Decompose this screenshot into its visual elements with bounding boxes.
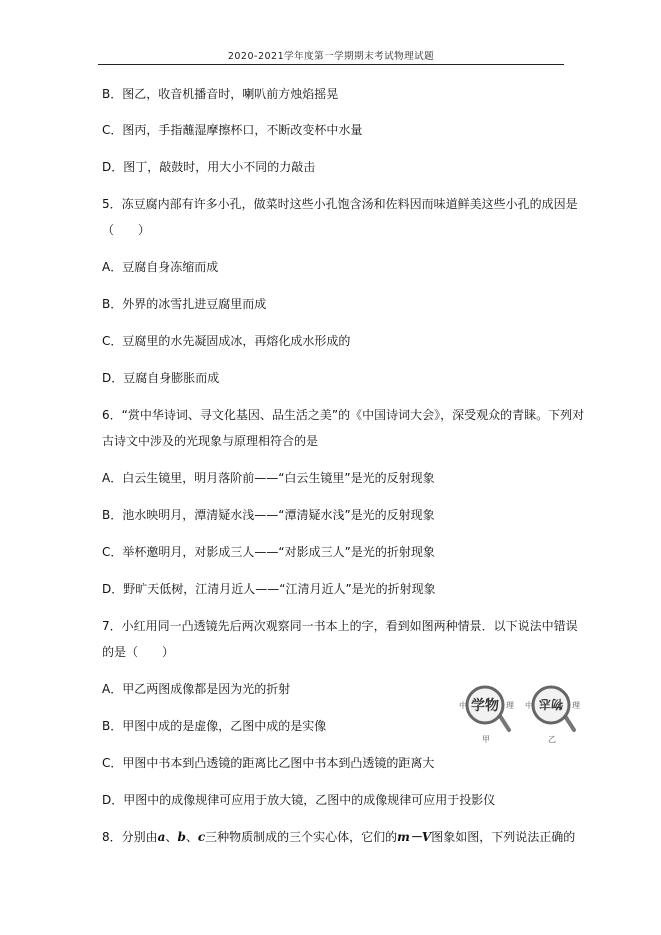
magnifier-svg bbox=[455, 684, 590, 746]
magnifier-left-big-text: 学物 bbox=[471, 698, 499, 714]
question-6-stem: 6．“赏中华诗词、寻文化基因、品生活之美”的《中国诗词大会》，深受观众的青睐。下列对 bbox=[102, 408, 585, 422]
option-7a: A．甲乙两图成像都是因为光的折射 bbox=[102, 682, 291, 696]
option-4c: C．图丙，手指蘸湿摩擦杯口，不断改变杯中水量 bbox=[102, 123, 363, 137]
question-6-stem-cont: 古诗文中涉及的光现象与原理相符合的是 bbox=[102, 434, 319, 448]
magnifier-left-handle bbox=[500, 716, 509, 730]
question-5-bracket: （ ） bbox=[102, 223, 151, 237]
option-7d: D．甲图中的成像规律可应用于放大镜，乙图中的成像规律可应用于投影仪 bbox=[102, 793, 496, 807]
q8-symbol-b: b bbox=[177, 830, 186, 844]
magnifier-left-small-right: 理 bbox=[506, 701, 514, 710]
page-header: 2020-2021学年度第一学期期末考试物理试题 bbox=[227, 51, 435, 62]
option-5c: C．豆腐里的水先凝固成冰，再熔化成水形成的 bbox=[102, 334, 351, 348]
q8-sep-1: 、 bbox=[165, 830, 178, 844]
option-5a: A．豆腐自身冻缩而成 bbox=[102, 260, 219, 274]
magnifier-right-small-right: 理 bbox=[572, 701, 580, 710]
magnifier-right-big-text: 物志 bbox=[538, 697, 564, 711]
magnifier-right-handle bbox=[565, 716, 574, 730]
q8-sep-2: 、 bbox=[185, 830, 198, 844]
option-5d: D．豆腐自身膨胀而成 bbox=[102, 371, 220, 385]
q8-graph-symbol: m－V bbox=[397, 830, 432, 844]
magnifier-figure bbox=[455, 684, 590, 746]
magnifier-left-small-left: 中 bbox=[459, 701, 467, 710]
magnifier-right-small-left: 中 bbox=[525, 701, 533, 710]
option-6c: C．举杯邀明月，对影成三人——“对影成三人”是光的折射现象 bbox=[102, 545, 435, 559]
option-6a: A．白云生镜里，明月落阶前——“白云生镜里”是光的反射现象 bbox=[102, 471, 435, 485]
option-6d: D．野旷天低树，江清月近人——“江清月近人”是光的折射现象 bbox=[102, 582, 436, 596]
option-4b: B．图乙，收音机播音时，喇叭前方烛焰摇晃 bbox=[102, 87, 339, 101]
option-5b: B．外界的冰雪扎进豆腐里而成 bbox=[102, 297, 267, 311]
header-divider bbox=[98, 64, 564, 65]
magnifier-left bbox=[459, 687, 514, 744]
option-7b: B．甲图中成的是虚像，乙图中成的是实像 bbox=[102, 719, 327, 733]
question-5-stem: 5．冻豆腐内部有许多小孔，做菜时这些小孔饱含汤和佐料因而味道鲜美这些小孔的成因是 bbox=[102, 197, 578, 211]
magnifier-right bbox=[525, 687, 580, 744]
magnifier-left-caption: 甲 bbox=[482, 735, 490, 744]
question-8-stem bbox=[102, 829, 575, 845]
option-7c: C．甲图中书本到凸透镜的距离比乙图中书本到凸透镜的距离大 bbox=[102, 756, 435, 770]
q8-symbol-a: a bbox=[157, 830, 166, 844]
option-4d: D．图丁，敲鼓时，用大小不同的力敲击 bbox=[102, 160, 316, 174]
q8-mid: 三种物质制成的三个实心体，它们的 bbox=[205, 830, 398, 844]
magnifier-right-caption: 乙 bbox=[548, 735, 556, 744]
option-6b: B．池水映明月，潭清疑水浅——“潭清疑水浅”是光的反射现象 bbox=[102, 508, 435, 522]
question-7-stem-cont: 的是（ ） bbox=[102, 645, 175, 659]
question-7-stem: 7．小红用同一凸透镜先后两次观察同一书本上的字，看到如图两种情景．以下说法中错误 bbox=[102, 619, 578, 633]
q8-prefix: 8．分别由 bbox=[102, 830, 158, 844]
q8-suffix: 图象如图，下列说法正确的 bbox=[431, 830, 576, 844]
q8-symbol-c: c bbox=[197, 830, 206, 844]
